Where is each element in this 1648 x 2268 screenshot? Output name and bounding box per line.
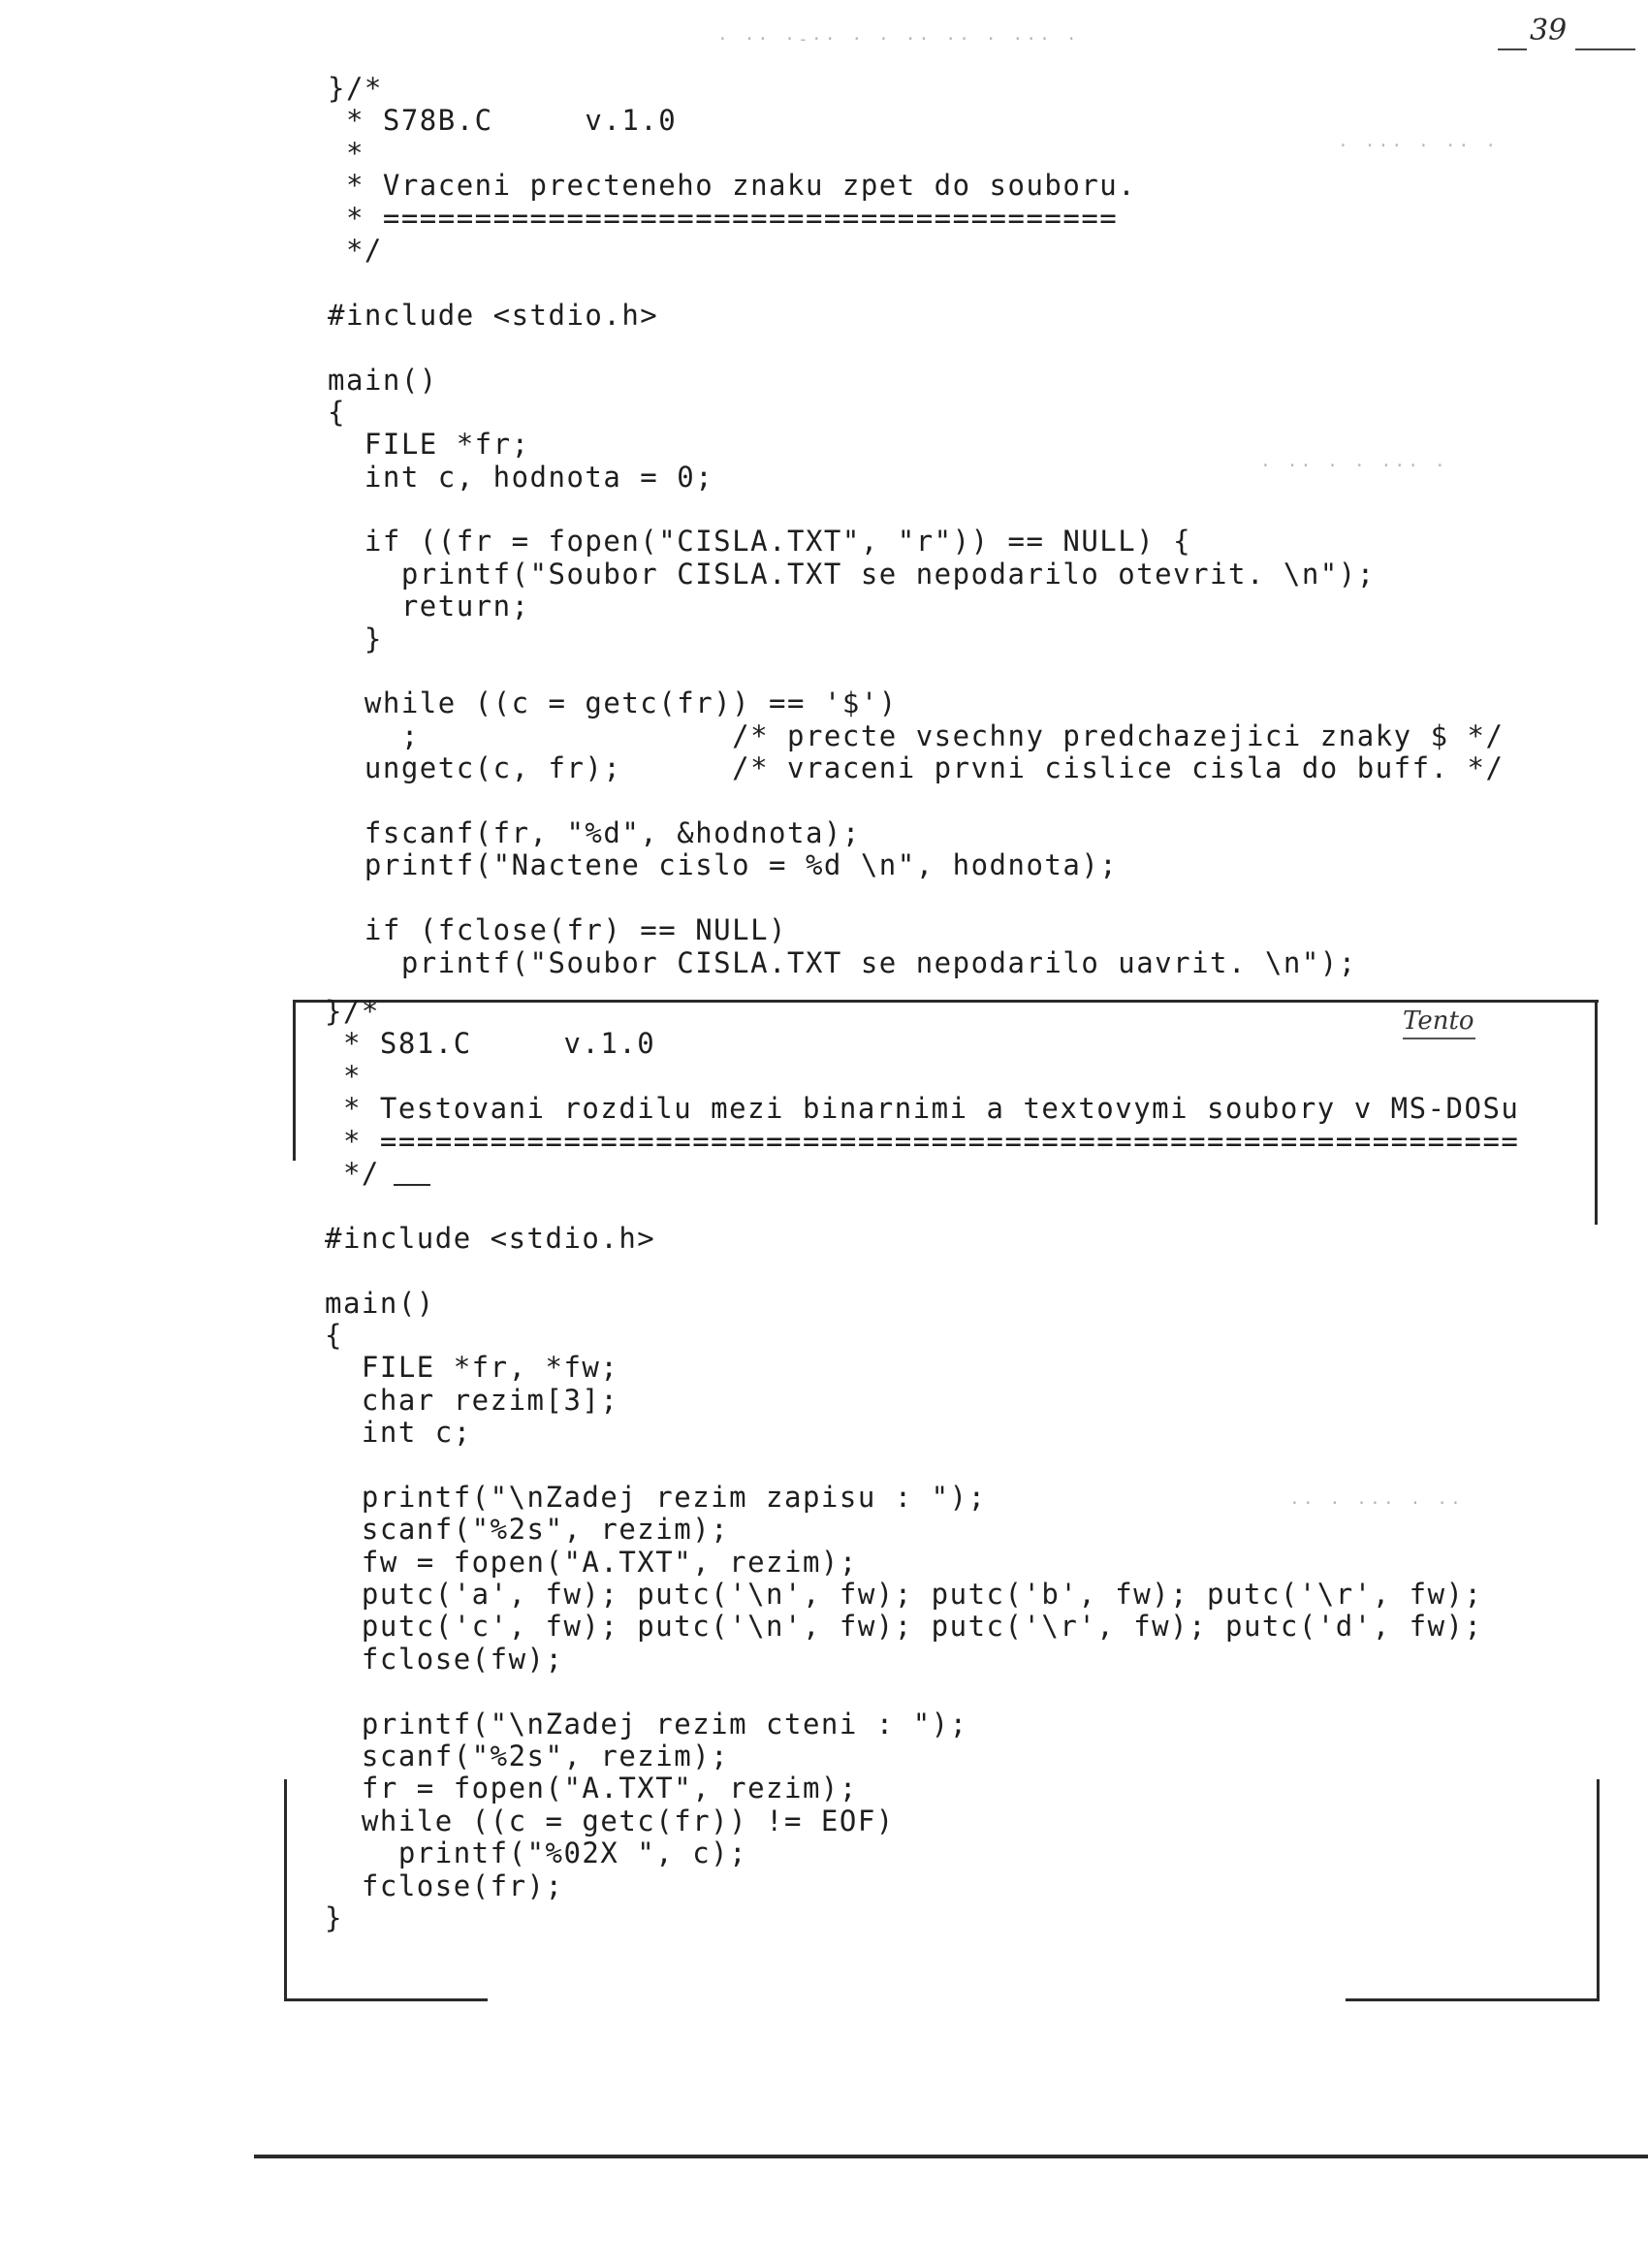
- page-number-rule-left: [1498, 48, 1527, 50]
- code-line: putc('c', fw); putc('\n', fw); putc('\r', fw); putc('d', fw);: [325, 1610, 1483, 1644]
- code-line: int c, hodnota = 0;: [328, 460, 714, 494]
- box-left-rule: [293, 1000, 296, 1161]
- show-through-noise: · ·· ·-·· · · ·· ·· · ··· ·: [717, 29, 1080, 49]
- bracket-bottom-right-rule: [1346, 1998, 1600, 2001]
- page-number-rule-right: [1575, 48, 1635, 50]
- code-line: * ==============================================================: [325, 1124, 1520, 1158]
- bracket-right-rule: [1597, 1779, 1600, 2000]
- code-line: ; /* precte vsechny predchazejici znaky $ */: [328, 719, 1505, 752]
- code-line: [328, 655, 1504, 687]
- code-line: main(): [325, 1286, 435, 1320]
- code-line: fw = fopen("A.TXT", rezim);: [325, 1545, 858, 1579]
- code-line: fscanf(fr, "%d", &hodnota);: [328, 815, 861, 849]
- code-line: scanf("%2s", rezim);: [325, 1739, 730, 1773]
- show-through-noise: ·· · ··· · ··: [1289, 1493, 1464, 1514]
- code-line: [328, 267, 1504, 299]
- code-line: {: [325, 1318, 343, 1352]
- code-line: FILE *fr;: [328, 428, 530, 462]
- code-line: if ((fr = fopen("CISLA.TXT", "r")) == NULL) {: [328, 525, 1192, 559]
- code-line: *: [328, 136, 364, 170]
- code-line: * Vraceni precteneho znaku zpet do souboru.: [328, 169, 1137, 203]
- code-line: ungetc(c, fr); /* vraceni prvni cislice cisla do buff. */: [328, 751, 1505, 785]
- code-line: * S81.C v.1.0: [325, 1027, 656, 1061]
- code-line: }/*: [328, 72, 383, 105]
- bracket-bottom-left-rule: [284, 1998, 488, 2001]
- code-listing-s81: [325, 996, 1519, 1934]
- show-through-noise: · ·· · · ··· ·: [1260, 456, 1448, 476]
- code-line: while ((c = getc(fr)) != EOF): [325, 1804, 895, 1837]
- code-line: [325, 1190, 1519, 1222]
- code-line: main(): [328, 363, 438, 397]
- code-line: [325, 1449, 1519, 1481]
- code-line: char rezim[3];: [325, 1383, 619, 1417]
- footer-rule: [254, 2155, 1648, 2158]
- code-line: }/*: [325, 995, 380, 1028]
- code-line: printf("\nZadej rezim cteni : ");: [325, 1707, 968, 1741]
- code-line: putc('a', fw); putc('\n', fw); putc('b', fw); putc('\r', fw);: [325, 1578, 1483, 1612]
- page-number: 39: [1530, 14, 1568, 48]
- code-line: *: [325, 1059, 362, 1093]
- code-line: [328, 882, 1504, 914]
- code-line: FILE *fr, *fw;: [325, 1351, 619, 1385]
- code-line: {: [328, 395, 346, 429]
- box-right-rule: [1595, 1000, 1598, 1225]
- code-line: * Testovani rozdilu mezi binarnimi a textovymi soubory v MS-DOSu: [325, 1092, 1520, 1126]
- code-listing-s78b: [328, 73, 1504, 979]
- code-line: return;: [328, 590, 530, 623]
- code-line: [325, 1255, 1519, 1287]
- code-line: */: [328, 233, 383, 267]
- bracket-left-rule: [284, 1779, 287, 2000]
- code-line: fr = fopen("A.TXT", rezim);: [325, 1772, 858, 1805]
- code-line: int c;: [325, 1416, 472, 1450]
- code-line: [325, 1676, 1519, 1708]
- code-line: #include <stdio.h>: [328, 298, 659, 332]
- code-line: * S78B.C v.1.0: [328, 104, 678, 138]
- code-line: }: [325, 1901, 343, 1934]
- handwritten-note: Tento: [1403, 1006, 1474, 1036]
- code-line: printf("Soubor CISLA.TXT se nepodarilo otevrit. \n");: [328, 557, 1376, 591]
- code-line: printf("Nactene cislo = %d \n", hodnota);: [328, 848, 1119, 882]
- code-line: printf("\nZadej rezim zapisu : ");: [325, 1480, 987, 1514]
- code-line: }: [328, 622, 383, 655]
- code-line: fclose(fw);: [325, 1642, 564, 1676]
- code-line: #include <stdio.h>: [325, 1221, 656, 1255]
- code-line: printf("Soubor CISLA.TXT se nepodarilo uavrit. \n");: [328, 945, 1357, 979]
- code-line: printf("%02X ", c);: [325, 1837, 748, 1870]
- code-line: */: [325, 1156, 380, 1190]
- code-line: if (fclose(fr) == NULL): [328, 913, 787, 947]
- code-line: [328, 494, 1504, 526]
- show-through-noise: · ··· · ·· ·: [1338, 136, 1500, 156]
- code-line: * ========================================: [328, 201, 1119, 235]
- code-line: [328, 785, 1504, 817]
- code-line: [328, 332, 1504, 364]
- code-line: while ((c = getc(fr)) == '$'): [328, 687, 898, 720]
- code-line: fclose(fr);: [325, 1869, 564, 1902]
- code-line: scanf("%2s", rezim);: [325, 1513, 730, 1547]
